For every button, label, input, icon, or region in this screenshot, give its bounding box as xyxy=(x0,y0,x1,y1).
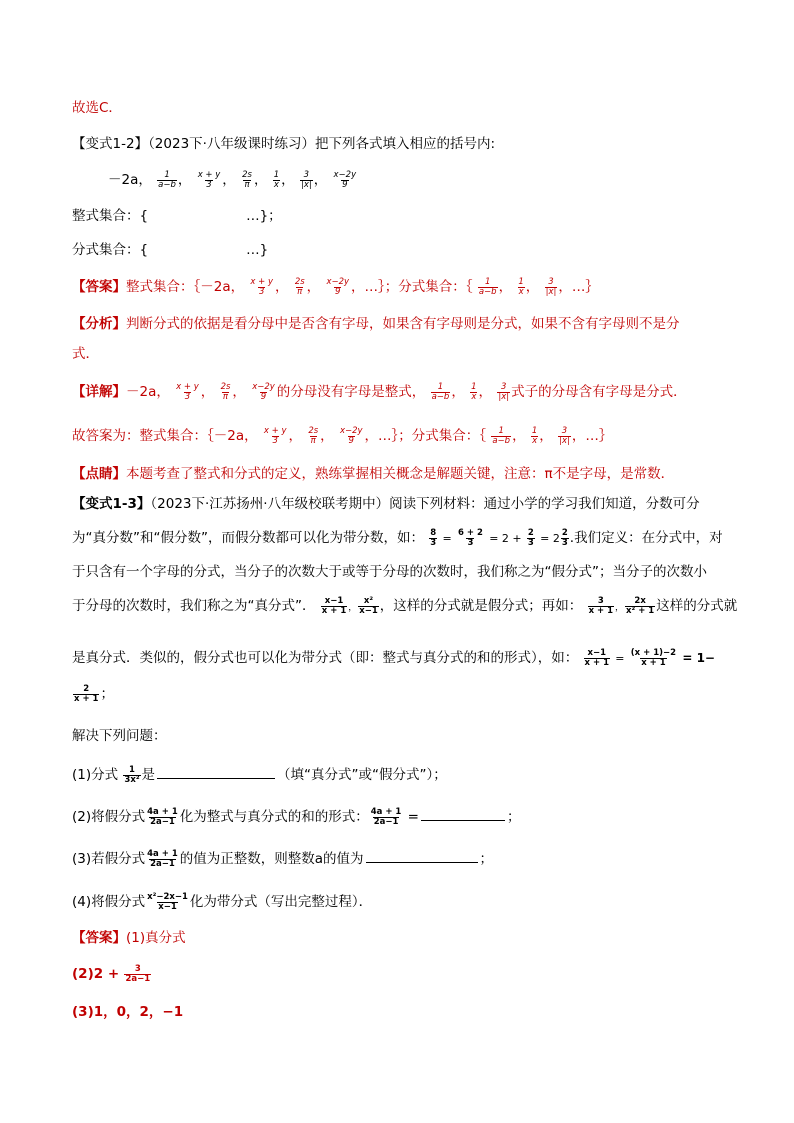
answer-1-line: 【答案】整式集合：｛－2a， $\frac{x + y}{3}$ ， $\frac{2s}{\pi}$ ， $\frac{x-2y}{9}$ ，…｝；分式集合：｛ $\frac{1}{a-b}$ ， $\frac{1}{x}$ ， $\frac{3}{|x|}$ ，…｝ xyxy=(72,276,599,297)
answer-text: 整式集合：｛－2a， xyxy=(126,279,245,295)
det-frac-x-plus-y-over-3: $\frac{x + y}{3}$ xyxy=(176,381,199,402)
det-frac-1-over-x: $\frac{1}{x}$ xyxy=(471,381,477,402)
fraction-set-label: 分式集合：{ xyxy=(72,242,149,258)
variant-text-1: 阅读下列材料：通过小学的学习我们知道，分数可分 xyxy=(389,496,700,512)
det-frac-3-over-abs-x: $\frac{3}{|x|}$ xyxy=(498,381,510,402)
detail-line: 【详解】－2a， $\frac{x + y}{3}$ ， $\frac{2s}{\pi}$ ， $\frac{x-2y}{9}$ 的分母没有字母是整式， $\frac{1}{a-b}$ ， $\frac{1}{x}$ ， $\frac{3}{|x|}$ 式子的分母含有字母是分式． xyxy=(72,381,687,402)
variant-source: （2023下·八年级课时练习） xyxy=(148,136,315,152)
ans-frac-x-minus-2y-over-9: $\frac{x-2y}{9}$ xyxy=(326,276,350,297)
answer-tag: 【答案】 xyxy=(72,279,126,295)
ex-frac-2-over-x-plus-1: $\frac{2}{x + 1}$ xyxy=(74,683,99,704)
expr-neg-2a: －2a， xyxy=(108,172,152,188)
frac-1-over-x: $\frac{1}{x}$ xyxy=(273,169,280,190)
frac-2x-over-x-sq-plus-1: $\frac{2x}{\text{x² + 1}}$ xyxy=(626,595,655,616)
eq-2-over-3: $\frac{2}{3}$ xyxy=(527,527,534,548)
question-3: (3)若假分式 $\frac{4a + 1}{2a-1}$ 的值为正整数，则整数a的值为 ； xyxy=(72,848,494,869)
key-point-tag: 【点睛】 xyxy=(72,466,126,482)
variant-1-3-heading xyxy=(72,494,734,514)
solve-heading xyxy=(72,726,734,746)
integer-set-end: …}； xyxy=(246,208,282,224)
fin-frac-1-over-x: $\frac{1}{x}$ xyxy=(531,425,538,446)
integer-set-label: 整式集合：{ xyxy=(72,208,149,224)
ans-frac-3-over-abs-x: $\frac{3}{|x|}$ xyxy=(545,276,557,297)
frac-x-minus-2y-over-9: $\frac{x-2y}{9}$ xyxy=(333,169,357,190)
answer-blank-2[interactable] xyxy=(421,806,505,821)
det-frac-x-minus-2y-over-9: $\frac{x-2y}{9}$ xyxy=(252,381,275,402)
frac-3-over-x-plus-1: $\frac{3}{x + 1}$ xyxy=(588,595,614,616)
answer-2-part-2: (2)2 + xyxy=(72,966,120,982)
frac-1-over-a-minus-b: $\frac{1}{a-b}$ xyxy=(158,169,176,190)
variant-source-2: （2023下·江苏扬州·八年级校联考期中） xyxy=(150,496,390,512)
fin-frac-1-over-a-minus-b: $\frac{1}{a-b}$ xyxy=(492,425,511,446)
answer-2-line-1 xyxy=(72,928,734,948)
variant-label: 【变式1-2】 xyxy=(72,136,149,152)
fraction-set-end: …} xyxy=(246,242,269,258)
answer-2-part-3: (3)1，0，2，−1 xyxy=(72,1004,184,1020)
ans-frac-1-over-a-minus-b: $\frac{1}{a-b}$ xyxy=(478,276,497,297)
detail-tag: 【详解】 xyxy=(72,384,126,400)
analysis-line-2 xyxy=(72,344,734,364)
answer-blank-1[interactable] xyxy=(157,764,275,779)
fin-frac-x-plus-y-over-3: $\frac{x + y}{3}$ xyxy=(263,425,287,446)
final-answer-line: 故答案为：整式集合：｛－2a， $\frac{x + y}{3}$ ， $\frac{2s}{\pi}$ ， $\frac{x-2y}{9}$ ，…｝；分式集合：｛ $\frac{1}{a-b}$ ， $\frac{1}{x}$ ， $\frac{3}{|x|}$ ，…｝ xyxy=(72,425,613,446)
fin-frac-2s-over-pi: $\frac{2s}{\pi}$ xyxy=(308,425,319,446)
analysis-text-end: 式． xyxy=(72,346,99,362)
fraction-set-line xyxy=(72,240,734,260)
question-4: (4)将假分式 $\frac{\text{x²−2x−1}}{x-1}$ 化为带分式（写出完整过程）． xyxy=(72,891,373,912)
variant-prompt: 把下列各式填入相应的括号内: xyxy=(314,136,496,152)
question-1: (1)分式 $\frac{1}{\text{3x²}}$ 是 （填“真分式”或“假分式”）； xyxy=(72,764,447,785)
variant-1-2-heading xyxy=(72,134,734,154)
q4-frac-x-sq-minus-2x-minus-1-over-x-minus-1: $\frac{\text{x²−2x−1}}{x-1}$ xyxy=(147,891,188,912)
integer-set-line xyxy=(72,206,734,226)
variant-label-2: 【变式1-3】 xyxy=(72,496,151,512)
eq-6-plus-2-over-3: $\frac{6 + 2}{3}$ xyxy=(458,527,483,548)
eq-mixed-2-over-3: $\frac{2}{3}$ xyxy=(561,527,568,548)
q1-frac-1-over-3x-sq: $\frac{1}{\text{3x²}}$ xyxy=(124,764,140,785)
q2-frac-repeat: $\frac{4a + 1}{2a-1}$ xyxy=(370,806,402,827)
variant-1-3-line-2: 为“真分数”和“假分数”，而假分数都可以化为带分数，如： $\frac{8}{3}$ = $\frac{6 + 2}{3}$ = 2 + $\frac{2}{3}$ = 2 $\frac{2}{3}$ .我们定义：在分式中，对 xyxy=(72,527,723,548)
det-frac-1-over-a-minus-b: $\frac{1}{a-b}$ xyxy=(431,381,450,402)
eq-8-over-3: $\frac{8}{3}$ xyxy=(430,527,437,548)
ans-frac-2s-over-pi: $\frac{2s}{\pi}$ xyxy=(294,276,305,297)
frac-3-over-abs-x: $\frac{3}{|x|}$ xyxy=(300,169,312,190)
analysis-tag: 【分析】 xyxy=(72,316,126,332)
answer-2-frac-3-over-2a-minus-1: $\frac{3}{2a-1}$ xyxy=(125,963,151,984)
question-2: (2)将假分式 $\frac{4a + 1}{2a-1}$ 化为整式与真分式的和的形式： $\frac{4a + 1}{2a-1}$ = ； xyxy=(72,806,521,827)
key-point-text: 本题考查了整式和分式的定义，熟练掌握相关概念是解题关键，注意：π不是字母，是常数． xyxy=(126,466,675,482)
fin-frac-x-minus-2y-over-9: $\frac{x-2y}{9}$ xyxy=(339,425,363,446)
ex-frac-x-plus-1-minus-2-over-x-plus-1: $\frac{(x + 1)-2}{x + 1}$ xyxy=(630,647,677,668)
frac-x-sq-over-x-minus-1: $\frac{\text{x²}}{x-1}$ xyxy=(359,595,378,616)
det-frac-2s-over-pi: $\frac{2s}{\pi}$ xyxy=(220,381,231,402)
answer-2-line-2 xyxy=(72,964,734,984)
answer-2-tag: 【答案】 xyxy=(72,930,126,946)
frac-2s-over-pi: $\frac{2s}{\pi}$ xyxy=(242,169,252,190)
ans-frac-1-over-x: $\frac{1}{x}$ xyxy=(518,276,524,297)
solve-text: 解决下列问题： xyxy=(72,728,167,744)
analysis-text: 判断分式的依据是看分母中是否含有字母，如果含有字母则是分式，如果不含有字母则不是分 xyxy=(126,316,680,332)
variant-1-3-line-5: 是真分式．类似的，假分式也可以化为带分式（即：整式与真分式的和的形式），如： $\frac{x-1}{x + 1}$ = $\frac{(x + 1)-2}{x + 1}$ = 1− xyxy=(72,647,715,668)
ex-frac-x-minus-1-over-x-plus-1: $\frac{x-1}{x + 1}$ xyxy=(584,647,609,668)
answer-2-part-1: (1)真分式 xyxy=(126,930,186,946)
answer-blank-3[interactable] xyxy=(366,848,478,863)
key-point-line xyxy=(72,464,734,484)
conclusion-text: 故选C． xyxy=(72,100,122,116)
variant-1-3-line-4: 于分母的次数时，我们称之为“真分式”． $\frac{x-1}{x + 1}$ ， $\frac{\text{x²}}{x-1}$ ，这样的分式就是假分式；再如： $\frac{3}{x + 1}$ ， $\frac{2x}{\text{x² + 1}}$ 这样的分式就 xyxy=(72,595,738,616)
ans-frac-x-plus-y-over-3: $\frac{x + y}{3}$ xyxy=(250,276,274,297)
frac-x-minus-1-over-x-plus-1: $\frac{x-1}{x + 1}$ xyxy=(321,595,347,616)
answer-2-line-3 xyxy=(72,1002,734,1022)
conclusion-line xyxy=(72,98,734,118)
fin-frac-3-over-abs-x: $\frac{3}{|x|}$ xyxy=(559,425,570,446)
expression-list: －2a， $\frac{1}{a-b}$ ， $\frac{x + y}{3}$ ， $\frac{2s}{\pi}$ ， $\frac{1}{x}$ ， $\frac{3}{|x|}$ ， $\frac{x-2y}{9}$ xyxy=(108,169,357,190)
variant-1-3-line-3: 于只含有一个字母的分式，当分子的次数大于或等于分母的次数时，我们称之为“假分式”；当分子的次数小 xyxy=(72,564,707,580)
q2-frac-4a-plus-1-over-2a-minus-1: $\frac{4a + 1}{2a-1}$ xyxy=(147,806,178,827)
analysis-line-1 xyxy=(72,314,734,334)
frac-x-plus-y-over-3: $\frac{x + y}{3}$ xyxy=(197,169,221,190)
variant-1-3-line-6: $\frac{2}{x + 1}$ ； xyxy=(74,683,114,704)
q3-frac-4a-plus-1-over-2a-minus-1: $\frac{4a + 1}{2a-1}$ xyxy=(147,848,178,869)
